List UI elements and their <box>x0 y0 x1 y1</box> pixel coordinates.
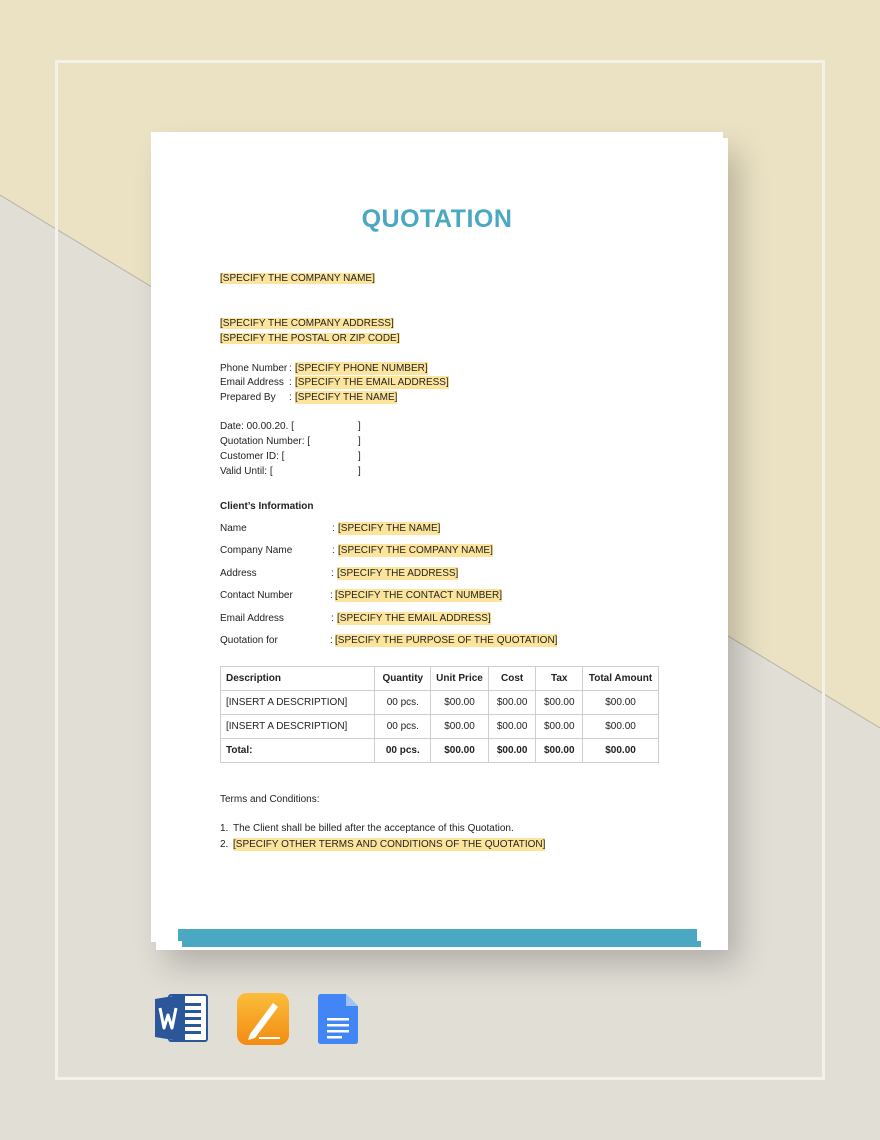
client-quotation-for-row: Quotation for : [SPECIFY THE PURPOSE OF THE QUOTATION] <box>220 635 558 646</box>
company-name: [SPECIFY THE COMPANY NAME] <box>220 273 375 284</box>
cell-quantity: 00 pcs. <box>375 691 431 715</box>
company-address: [SPECIFY THE COMPANY ADDRESS] <box>220 318 394 329</box>
cell-description: [INSERT A DESCRIPTION] <box>221 691 375 715</box>
cell-unit-price: $00.00 <box>431 715 489 739</box>
pages-icon <box>237 993 289 1045</box>
valid-until-row: Valid Until: [ ] <box>220 466 361 477</box>
col-unit-price-header: Unit Price <box>431 667 489 691</box>
cell-quantity: 00 pcs. <box>375 715 431 739</box>
phone-row: Phone Number : [SPECIFY PHONE NUMBER] <box>220 363 428 374</box>
term-item-2: 2. [SPECIFY OTHER TERMS AND CONDITIONS OF THE QUOTATION] <box>220 839 546 850</box>
word-icon <box>155 993 209 1043</box>
total-amount: $00.00 <box>583 739 659 763</box>
client-address-row: Address : [SPECIFY THE ADDRESS] <box>220 568 459 579</box>
client-name-row: Name : [SPECIFY THE NAME] <box>220 523 441 534</box>
footer-accent-bar <box>178 929 697 941</box>
cell-cost: $00.00 <box>488 691 536 715</box>
col-cost-header: Cost <box>488 667 536 691</box>
email-row: Email Address : [SPECIFY THE EMAIL ADDRESS] <box>220 377 449 388</box>
col-total-header: Total Amount <box>583 667 659 691</box>
table-header-row <box>221 667 659 691</box>
table-row <box>221 691 659 715</box>
terms-heading: Terms and Conditions: <box>220 794 320 805</box>
cell-tax: $00.00 <box>536 691 583 715</box>
document-title: QUOTATION <box>361 205 513 233</box>
date-row: Date: 00.00.20. [ ] <box>220 421 361 432</box>
quotation-number-row: Quotation Number: [ ] <box>220 436 361 447</box>
total-cost: $00.00 <box>488 739 536 763</box>
quotation-table <box>220 666 659 763</box>
cell-cost: $00.00 <box>488 715 536 739</box>
term-item-1: 1. The Client shall be billed after the acceptance of this Quotation. <box>220 823 514 834</box>
cell-description: [INSERT A DESCRIPTION] <box>221 715 375 739</box>
footer-accent-bar-shadow <box>182 941 701 947</box>
total-label: Total: <box>221 739 375 763</box>
document-page <box>151 132 723 942</box>
cell-tax: $00.00 <box>536 715 583 739</box>
col-tax-header: Tax <box>536 667 583 691</box>
total-unit-price: $00.00 <box>431 739 489 763</box>
google-docs-icon <box>318 994 358 1044</box>
col-description-header: Description <box>221 667 375 691</box>
prepared-by-row: Prepared By : [SPECIFY THE NAME] <box>220 392 398 403</box>
cell-unit-price: $00.00 <box>431 691 489 715</box>
client-email-row: Email Address : [SPECIFY THE EMAIL ADDRESS] <box>220 613 491 624</box>
customer-id-row: Customer ID: [ ] <box>220 451 361 462</box>
postal-code: [SPECIFY THE POSTAL OR ZIP CODE] <box>220 333 400 344</box>
col-quantity-header: Quantity <box>375 667 431 691</box>
total-tax: $00.00 <box>536 739 583 763</box>
client-company-row: Company Name : [SPECIFY THE COMPANY NAME] <box>220 545 493 556</box>
table-row <box>221 715 659 739</box>
total-quantity: 00 pcs. <box>375 739 431 763</box>
client-info-heading: Client’s Information <box>220 501 314 512</box>
cell-total: $00.00 <box>583 715 659 739</box>
table-total-row <box>221 739 659 763</box>
client-contact-row: Contact Number : [SPECIFY THE CONTACT NUMBER] <box>220 590 503 601</box>
cell-total: $00.00 <box>583 691 659 715</box>
